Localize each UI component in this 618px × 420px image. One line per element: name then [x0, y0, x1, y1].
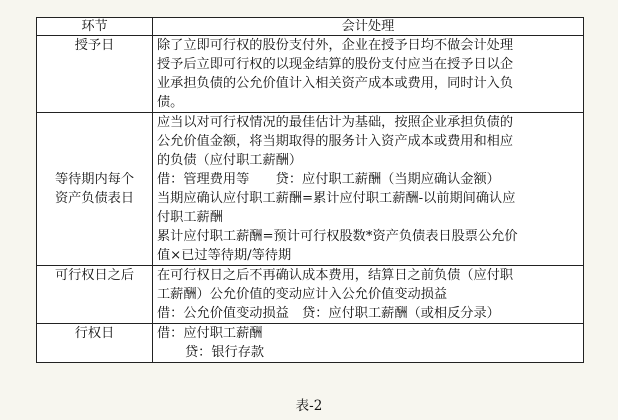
table-caption: 表-2: [295, 398, 323, 414]
text-line: 借：公允价值变动损益 贷：应付职工薪酬（或相反分录）: [157, 306, 500, 321]
text-line: 的负债（应付职工薪酬）: [157, 153, 303, 168]
treatment-exercise-date: [153, 324, 584, 363]
treatment-after-vesting: [153, 266, 584, 324]
stage-after-vesting: 可行权日之后: [37, 266, 153, 324]
table-row: [37, 113, 584, 266]
text-line: 授予后立即可行权的以现金结算的股份支付应当在授予日以企: [157, 57, 514, 72]
column-header-treatment: 会计处理: [153, 18, 584, 36]
text-line: 累计应付职工薪酬=预计可行权股数*资产负债表日股票公允价: [157, 229, 518, 244]
stage-grant-date: 授予日: [37, 36, 153, 113]
text-line: 应当以对可行权情况的最佳估计为基础，按照企业承担负债的: [157, 115, 514, 130]
stage-line: 等待期内每个: [54, 172, 135, 187]
treatment-grant-date: [153, 36, 584, 113]
table-header-row: [37, 18, 584, 36]
text-line: 除了立即可行权的股份支付外，企业在授予日均不做会计处理: [157, 38, 514, 53]
text-line: 公允价值金额，将当期取得的服务计入资产成本或费用和相应: [157, 134, 514, 149]
stage-line: 资产负债表日: [54, 191, 135, 206]
text-line: 债。: [157, 95, 184, 110]
text-line: 借：管理费用等 贷：应付职工薪酬（当期应确认金额）: [157, 172, 500, 187]
text-line: 业承担负债的公允价值计入相关资产成本或费用，同时计入负: [157, 76, 514, 91]
table-row: [37, 36, 584, 113]
text-line: 值×已过等待期/等待期: [157, 248, 292, 263]
treatment-waiting-period: [153, 113, 584, 266]
table-row: [37, 324, 584, 363]
text-line: 付职工薪酬: [157, 210, 223, 225]
stage-waiting-period: [37, 113, 153, 266]
stage-exercise-date: 行权日: [37, 324, 153, 363]
text-line: 工薪酬）公允价值的变动应计入公允价值变动损益: [157, 287, 448, 302]
table-row: [37, 266, 584, 324]
text-line: 贷：银行存款: [185, 345, 265, 360]
text-line: 当期应确认应付职工薪酬=累计应付职工薪酬-以前期间确认应: [157, 191, 516, 206]
text-line: 借：应付职工薪酬: [157, 326, 263, 341]
accounting-table: [36, 17, 584, 363]
text-line: 在可行权日之后不再确认成本费用，结算日之前负债（应付职: [157, 268, 514, 283]
column-header-stage: 环节: [37, 18, 153, 36]
